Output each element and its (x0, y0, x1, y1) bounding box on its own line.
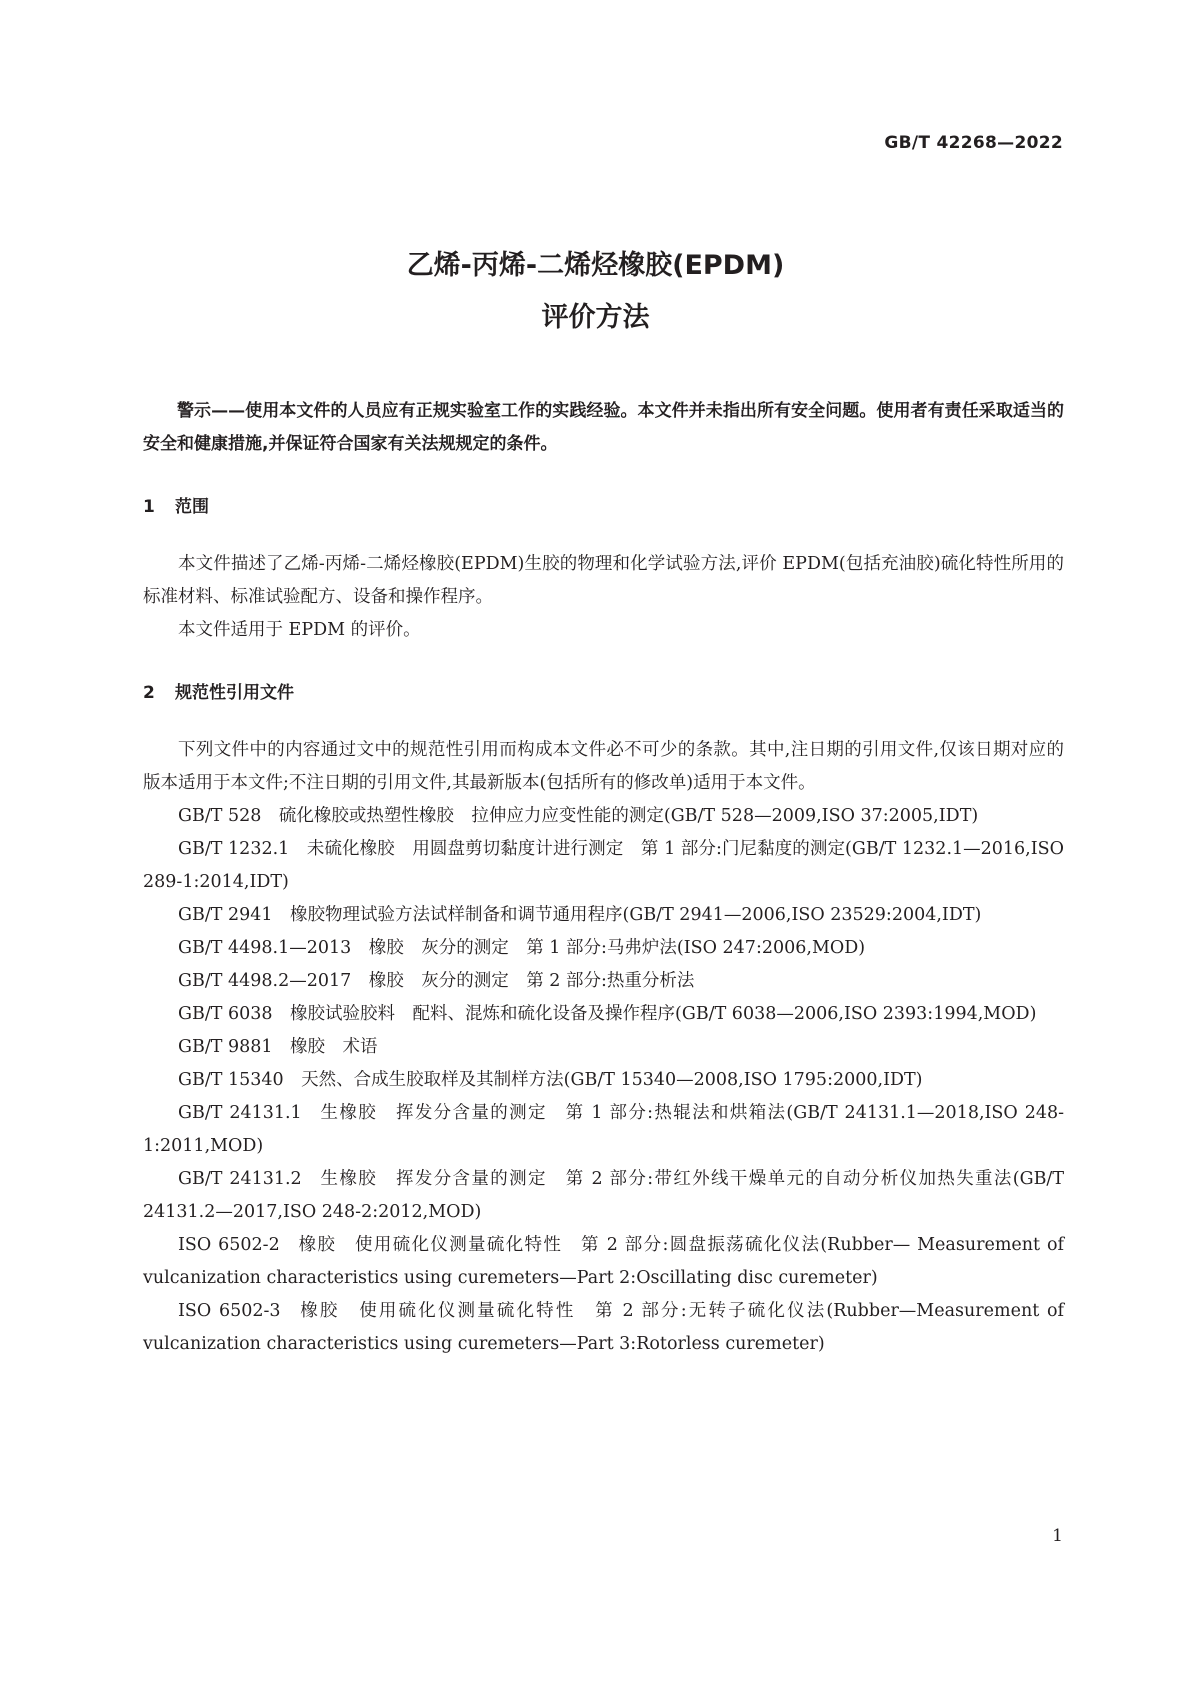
reference-code: GB/T 528 (178, 806, 262, 826)
reference-code: GB/T 24131.1 (178, 1103, 302, 1123)
title-line-1: 乙烯-丙烯-二烯烃橡胶(EPDM) (406, 250, 785, 281)
reference-text: 橡胶 术语 (290, 1037, 378, 1057)
reference-text: 未硫化橡胶 用圆盘剪切黏度计进行测定 第 1 部分:门尼黏度的测定(GB/T 1232.1—2016,ISO 289-1:2014,IDT) (143, 839, 1064, 892)
reference-item (143, 932, 1064, 965)
reference-code: GB/T 4498.2—2017 (178, 971, 352, 991)
reference-code: GB/T 15340 (178, 1070, 284, 1090)
reference-text: 橡胶 使用硫化仪测量硫化特性 第 2 部分:圆盘振荡硫化仪法(Rubber— Measurement of vulcanization characteristics using curemeters—Part 2:Oscillating disc curemeter) (143, 1235, 1064, 1288)
reference-text: 橡胶试验胶料 配料、混炼和硫化设备及操作程序(GB/T 6038—2006,ISO 2393:1994,MOD) (290, 1004, 1037, 1024)
reference-text: 硫化橡胶或热塑性橡胶 拉伸应力应变性能的测定(GB/T 528—2009,ISO 37:2005,IDT) (278, 806, 979, 826)
section-2-intro: 下列文件中的内容通过文中的规范性引用而构成本文件必不可少的条款。其中,注日期的引用文件,仅该日期对应的版本适用于本文件;不注日期的引用文件,其最新版本(包括所有的修改单)适用于本文件。 (143, 740, 1064, 793)
document-title (0, 240, 1191, 344)
reference-item (143, 965, 1064, 998)
reference-list (143, 800, 1064, 1361)
reference-item (143, 1295, 1064, 1361)
reference-item (143, 1097, 1064, 1163)
reference-code: GB/T 1232.1 (178, 839, 290, 859)
section-1-title: 范围 (175, 497, 209, 517)
reference-item (143, 998, 1064, 1031)
document-number: GB/T 42268—2022 (884, 133, 1063, 153)
reference-code: GB/T 24131.2 (178, 1169, 302, 1189)
section-2-number: 2 (143, 683, 155, 703)
reference-code: GB/T 6038 (178, 1004, 273, 1024)
section-1-paragraph-1: 本文件描述了乙烯-丙烯-二烯烃橡胶(EPDM)生胶的物理和化学试验方法,评价 EPDM(包括充油胶)硫化特性所用的标准材料、标准试验配方、设备和操作程序。 (143, 554, 1064, 607)
reference-code: GB/T 9881 (178, 1037, 273, 1057)
section-1-paragraph-2: 本文件适用于 EPDM 的评价。 (178, 620, 421, 640)
reference-code: GB/T 2941 (178, 905, 273, 925)
reference-text: 橡胶 灰分的测定 第 2 部分:热重分析法 (368, 971, 695, 991)
document-body (143, 395, 1064, 1361)
reference-text: 橡胶 灰分的测定 第 1 部分:马弗炉法(ISO 247:2006,MOD) (368, 938, 866, 958)
reference-item (143, 1163, 1064, 1229)
reference-item (143, 1031, 1064, 1064)
section-2-heading (143, 677, 1064, 710)
section-1-number: 1 (143, 497, 155, 517)
warning-paragraph: 警示——使用本文件的人员应有正规实验室工作的实践经验。本文件并未指出所有安全问题。使用者有责任采取适当的安全和健康措施,并保证符合国家有关法规规定的条件。 (143, 401, 1064, 454)
reference-item (143, 833, 1064, 899)
reference-text: 橡胶 使用硫化仪测量硫化特性 第 2 部分:无转子硫化仪法(Rubber—Measurement of vulcanization characteristics using curemeters—Part 3:Rotorless curemeter) (143, 1301, 1064, 1354)
reference-item (143, 1064, 1064, 1097)
section-1-heading (143, 491, 1064, 524)
reference-item (143, 800, 1064, 833)
reference-text: 生橡胶 挥发分含量的测定 第 2 部分:带红外线干燥单元的自动分析仪加热失重法(GB/T 24131.2—2017,ISO 248-2:2012,MOD) (143, 1169, 1065, 1222)
reference-text: 生橡胶 挥发分含量的测定 第 1 部分:热辊法和烘箱法(GB/T 24131.1—2018,ISO 248-1:2011,MOD) (143, 1103, 1065, 1156)
reference-code: GB/T 4498.1—2013 (178, 938, 352, 958)
reference-item (143, 1229, 1064, 1295)
reference-text: 橡胶物理试验方法试样制备和调节通用程序(GB/T 2941—2006,ISO 23529:2004,IDT) (290, 905, 982, 925)
section-2-title: 规范性引用文件 (175, 683, 294, 703)
reference-text: 天然、合成生胶取样及其制样方法(GB/T 15340—2008,ISO 1795:2000,IDT) (301, 1070, 923, 1090)
reference-code: ISO 6502-3 (178, 1301, 281, 1321)
reference-item (143, 899, 1064, 932)
title-line-2: 评价方法 (541, 302, 650, 333)
reference-code: ISO 6502-2 (178, 1235, 280, 1255)
page-number: 1 (1052, 1526, 1063, 1546)
